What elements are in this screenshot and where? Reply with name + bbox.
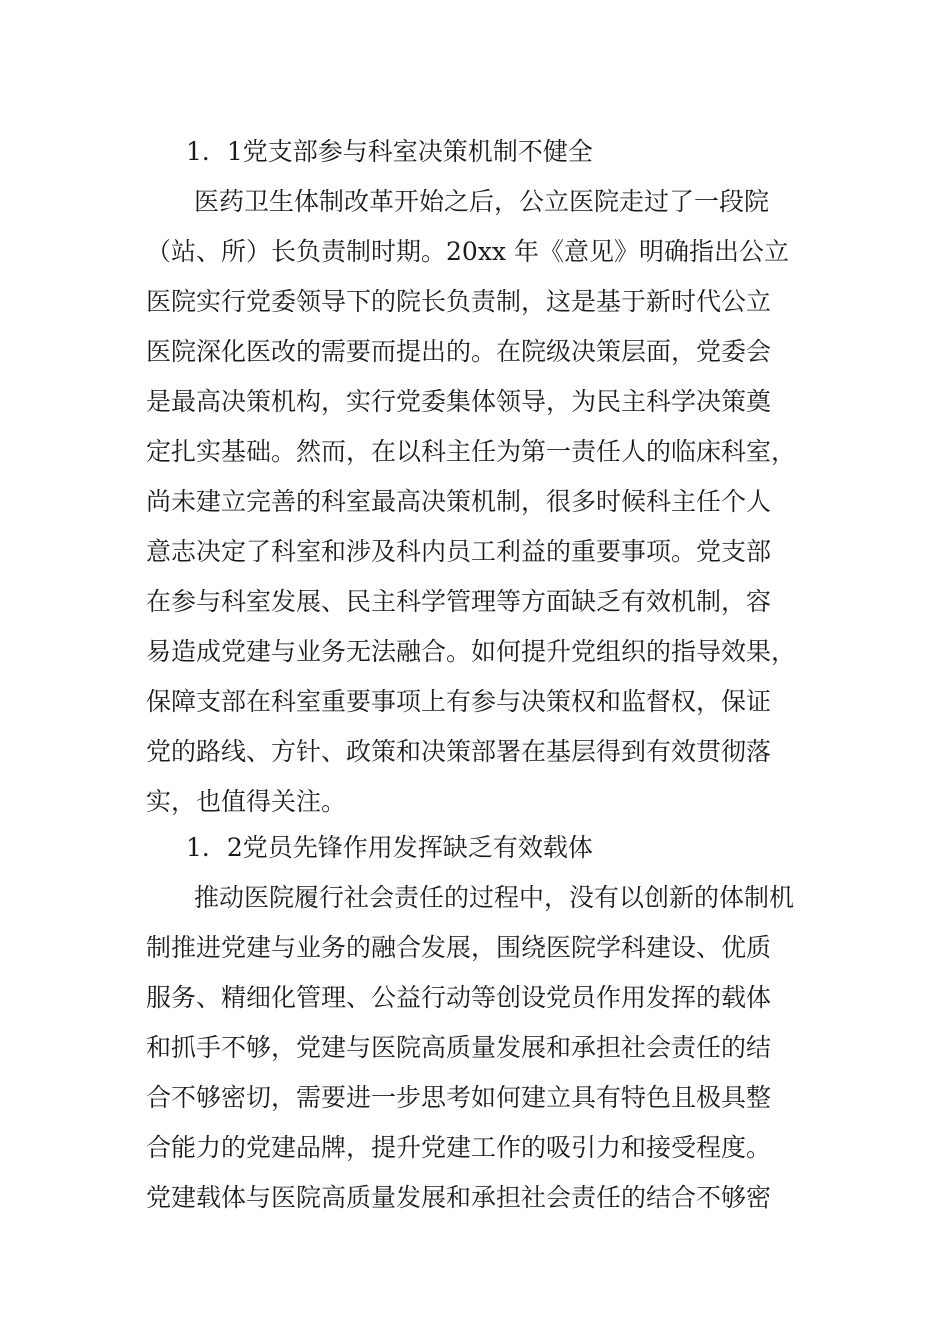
- paragraph-line: [0, 377, 950, 427]
- paragraph-line: [0, 973, 950, 1023]
- section-heading: [0, 823, 950, 873]
- paragraph-line: [0, 777, 950, 827]
- section-heading-text: 1．2党员先锋作用发挥缺乏有效载体: [186, 833, 593, 862]
- paragraph-line-text: 合不够密切，需要进一步思考如何建立具有特色且极具整: [146, 1083, 772, 1112]
- paragraph-line: [0, 727, 950, 777]
- paragraph-line-text: 医院实行党委领导下的院长负责制，这是基于新时代公立: [146, 287, 772, 316]
- paragraph-line-text: 服务、精细化管理、公益行动等创设党员作用发挥的载体: [146, 983, 772, 1012]
- paragraph-line: [0, 1023, 950, 1073]
- paragraph-line: [0, 627, 950, 677]
- paragraph-line: [0, 327, 950, 377]
- paragraph-line: [0, 1123, 950, 1173]
- paragraph-line: [0, 577, 950, 627]
- section-heading: [0, 127, 950, 177]
- paragraph-line: [0, 1073, 950, 1123]
- paragraph-line: [0, 1173, 950, 1223]
- paragraph-line: [0, 427, 950, 477]
- section-heading-text: 1．1党支部参与科室决策机制不健全: [186, 137, 593, 166]
- paragraph-line: [0, 227, 950, 277]
- paragraph-line-text: 易造成党建与业务无法融合。如何提升党组织的指导效果，: [146, 637, 797, 666]
- paragraph-line: [0, 177, 950, 227]
- paragraph-line-text: 定扎实基础。然而，在以科主任为第一责任人的临床科室，: [146, 437, 797, 466]
- paragraph-line-text: 党的路线、方针、政策和决策部署在基层得到有效贯彻落: [146, 737, 772, 766]
- paragraph-line-text: 实，也值得关注。: [146, 787, 347, 816]
- paragraph-line-text: 和抓手不够，党建与医院高质量发展和承担社会责任的结: [146, 1033, 772, 1062]
- paragraph-line-text: 意志决定了科室和涉及科内员工利益的重要事项。党支部: [146, 537, 772, 566]
- paragraph-line-text: 推动医院履行社会责任的过程中，没有以创新的体制机: [194, 883, 795, 912]
- paragraph-line-text: （站、所）长负责制时期。20xx 年《意见》明确指出公立: [146, 237, 789, 266]
- paragraph-line-text: 是最高决策机构，实行党委集体领导，为民主科学决策奠: [146, 387, 772, 416]
- paragraph-line-text: 制推进党建与业务的融合发展，围绕医院学科建设、优质: [146, 933, 772, 962]
- paragraph-line: [0, 527, 950, 577]
- paragraph-line-text: 保障支部在科室重要事项上有参与决策权和监督权，保证: [146, 687, 772, 716]
- paragraph-line-text: 在参与科室发展、民主科学管理等方面缺乏有效机制，容: [146, 587, 772, 616]
- paragraph-line-text: 合能力的党建品牌，提升党建工作的吸引力和接受程度。: [146, 1133, 772, 1162]
- paragraph-line: [0, 923, 950, 973]
- paragraph-line: [0, 277, 950, 327]
- paragraph-line-text: 尚未建立完善的科室最高决策机制，很多时候科主任个人: [146, 487, 772, 516]
- paragraph-line-text: 医院深化医改的需要而提出的。在院级决策层面，党委会: [146, 337, 772, 366]
- paragraph-line: [0, 873, 950, 923]
- paragraph-line-text: 党建载体与医院高质量发展和承担社会责任的结合不够密: [146, 1183, 772, 1212]
- paragraph-line: [0, 477, 950, 527]
- paragraph-line-text: 医药卫生体制改革开始之后，公立医院走过了一段院: [194, 187, 770, 216]
- paragraph-line: [0, 677, 950, 727]
